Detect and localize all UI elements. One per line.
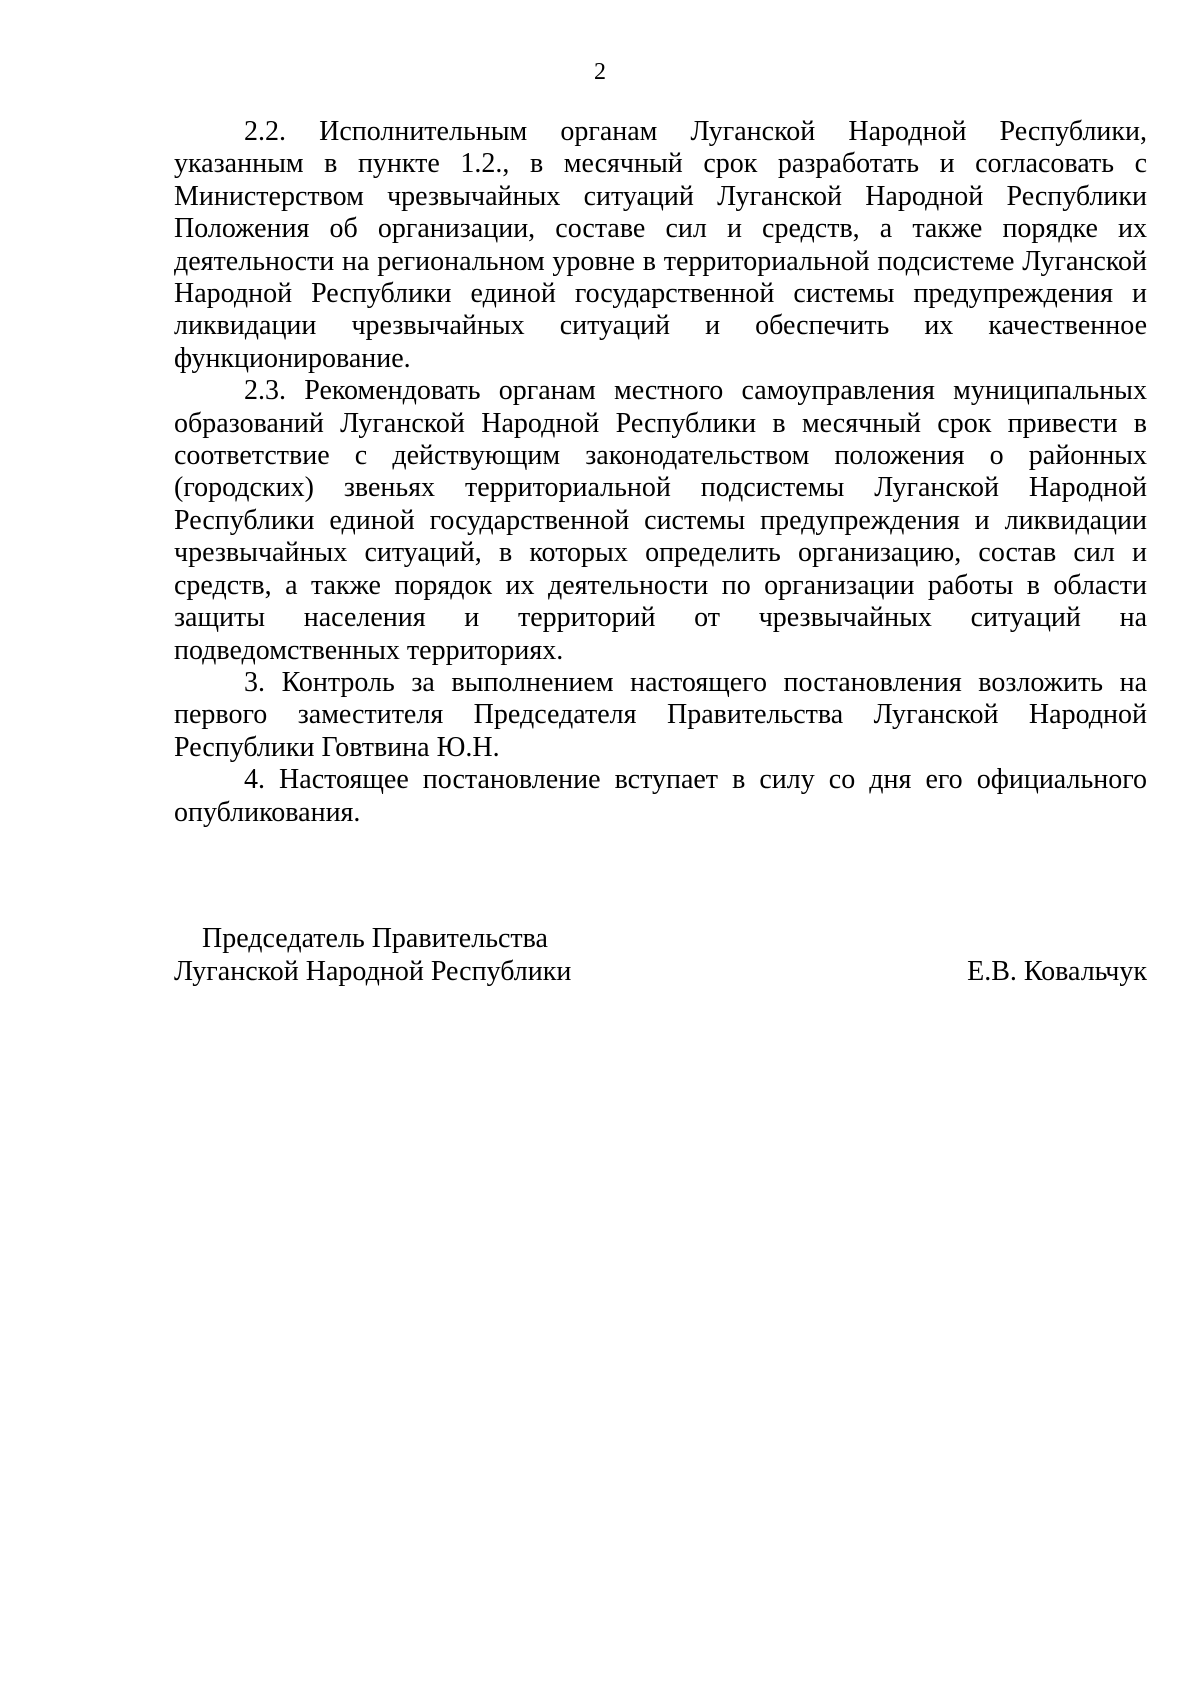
signature-block (174, 922, 1147, 988)
signatory-position-line1: Председатель Правительства (202, 923, 548, 954)
paragraph-3: 3. Контроль за выполнением настоящего постановления возложить на первого заместителя Председателя Правительства Луганской Народной Республики Говтвина Ю.Н. (174, 666, 1147, 763)
signatory-name: Е.В. Ковальчук (967, 956, 1147, 987)
page-number: 2 (594, 59, 606, 85)
paragraph-4: 4. Настоящее постановление вступает в силу со дня его официального опубликования. (174, 764, 1147, 828)
signature-row (174, 955, 1147, 988)
paragraph-2-2: 2.2. Исполнительным органам Луганской Народной Республики, указанным в пункте 1.2., в месячный срок разработать и согласовать с Министерством чрезвычайных ситуаций Луганской Народной Республики Положения об организации, составе сил и средств, а также порядке их деятельности на региональном уровне в территориальной подсистеме Луганской Народной Республики единой государственной системы предупреждения и ликвидации чрезвычайных ситуаций и обеспечить их качественное функционирование. (174, 116, 1147, 374)
paragraph-2-3: 2.3. Рекомендовать органам местного самоуправления муниципальных образований Луганской Народной Республики в месячный срок привести в соответствие с действующим законодательством положения о районных (городских) звеньях территориальной подсистемы Луганской Народной Республики единой государственной системы предупреждения и ликвидации чрезвычайных ситуаций, в которых определить организацию, состав сил и средств, а также порядок их деятельности по организации работы в области защиты населения и территорий от чрезвычайных ситуаций на подведомственных территориях. (174, 375, 1147, 666)
signatory-position-line2: Луганской Народной Республики (174, 956, 572, 987)
document-body (174, 116, 1147, 829)
